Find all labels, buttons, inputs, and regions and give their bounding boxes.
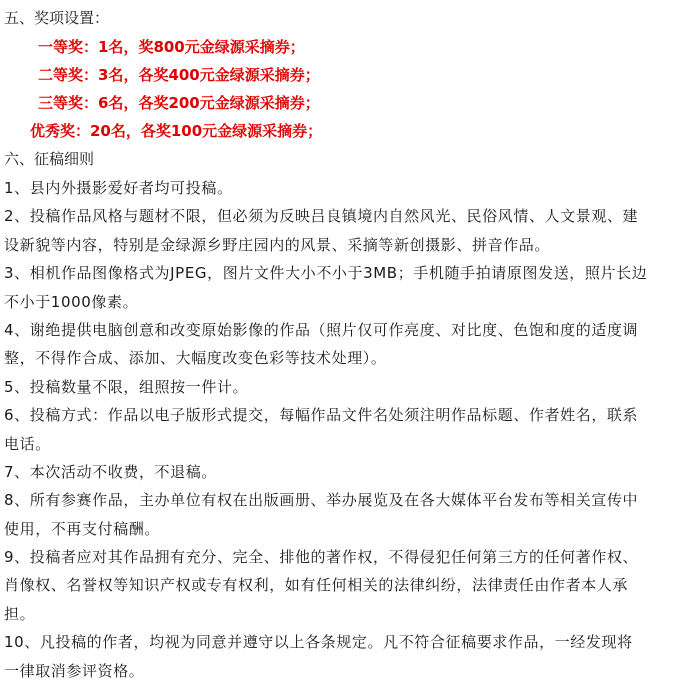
rule-item-2: [4, 202, 674, 259]
rule-item-9: [4, 543, 674, 628]
rule-item-1: [4, 174, 674, 202]
rule-line: 1、县内外摄影爱好者均可投稿。: [4, 179, 233, 197]
rule-line: 5、投稿数量不限，组照按一件计。: [4, 377, 249, 396]
rule-line: 电话。: [4, 434, 51, 453]
rule-line: 肖像权、名誉权等知识产权或专有权利，如有任何相关的法律纠纷，法律责任由作者本人承: [4, 576, 629, 595]
rule-line: 10、凡投稿的作者，均视为同意并遵守以上各条规定。凡不符合征稿要求作品，一经发现将: [4, 633, 633, 652]
document-body: [4, 4, 674, 685]
rule-line: 7、本次活动不收费，不退稿。: [4, 462, 217, 481]
prize-second: 二等奖：3名，各奖400元金绿源采摘券；: [38, 66, 320, 84]
rule-line: 9、投稿者应对其作品拥有充分、完全、排他的著作权，不得侵犯任何第三方的任何著作权、: [4, 548, 639, 567]
rule-item-8: [4, 486, 674, 543]
rule-line: 设新貌等内容，特别是金绿源乡野庄园内的风景、采摘等新创摄影、拼音作品。: [4, 235, 551, 254]
prize-first: 一等奖：1名，奖800元金绿源采摘券；: [38, 38, 305, 56]
rule-line: 6、投稿方式：作品以电子版形式提交，每幅作品文件名处须注明作品标题、作者姓名，联系: [4, 406, 639, 425]
rule-item-7: [4, 458, 674, 486]
rule-line: 8、所有参赛作品，主办单位有权在出版画册、举办展览及在各大媒体平台发布等相关宣传中: [4, 491, 639, 510]
rule-item-6: [4, 401, 674, 458]
rule-item-10: [4, 628, 674, 685]
rule-item-5: [4, 373, 674, 401]
section-heading-rules: 六、征稿细则: [4, 150, 95, 168]
rule-line: 担。: [4, 604, 36, 623]
section-heading-awards: 五、奖项设置：: [4, 9, 110, 27]
prize-excellence: 优秀奖：20名，各奖100元金绿源采摘券；: [30, 122, 323, 140]
rule-item-3: [4, 259, 674, 316]
rule-line: 一律取消参评资格。: [4, 661, 145, 680]
rule-line: 4、谢绝提供电脑创意和改变原始影像的作品（照片仅可作亮度、对比度、色饱和度的适度调: [4, 320, 639, 339]
rules-list: [4, 174, 674, 685]
rule-line: 使用，不再支付稿酬。: [4, 519, 161, 538]
rule-line: 不小于1000像素。: [4, 292, 139, 311]
prize-list: [4, 33, 674, 145]
prize-third: 三等奖：6名，各奖200元金绿源采摘券；: [38, 94, 320, 112]
rule-line: 整，不得作合成、添加、大幅度改变色彩等技术处理）。: [4, 349, 387, 368]
rule-item-4: [4, 316, 674, 373]
rule-line: 2、投稿作品风格与题材不限，但必须为反映吕良镇境内自然风光、民俗风情、人文景观、建: [4, 207, 639, 226]
rule-line: 3、相机作品图像格式为JPEG，图片文件大小不小于3MB；手机随手拍请原图发送，照片长边: [4, 264, 648, 283]
